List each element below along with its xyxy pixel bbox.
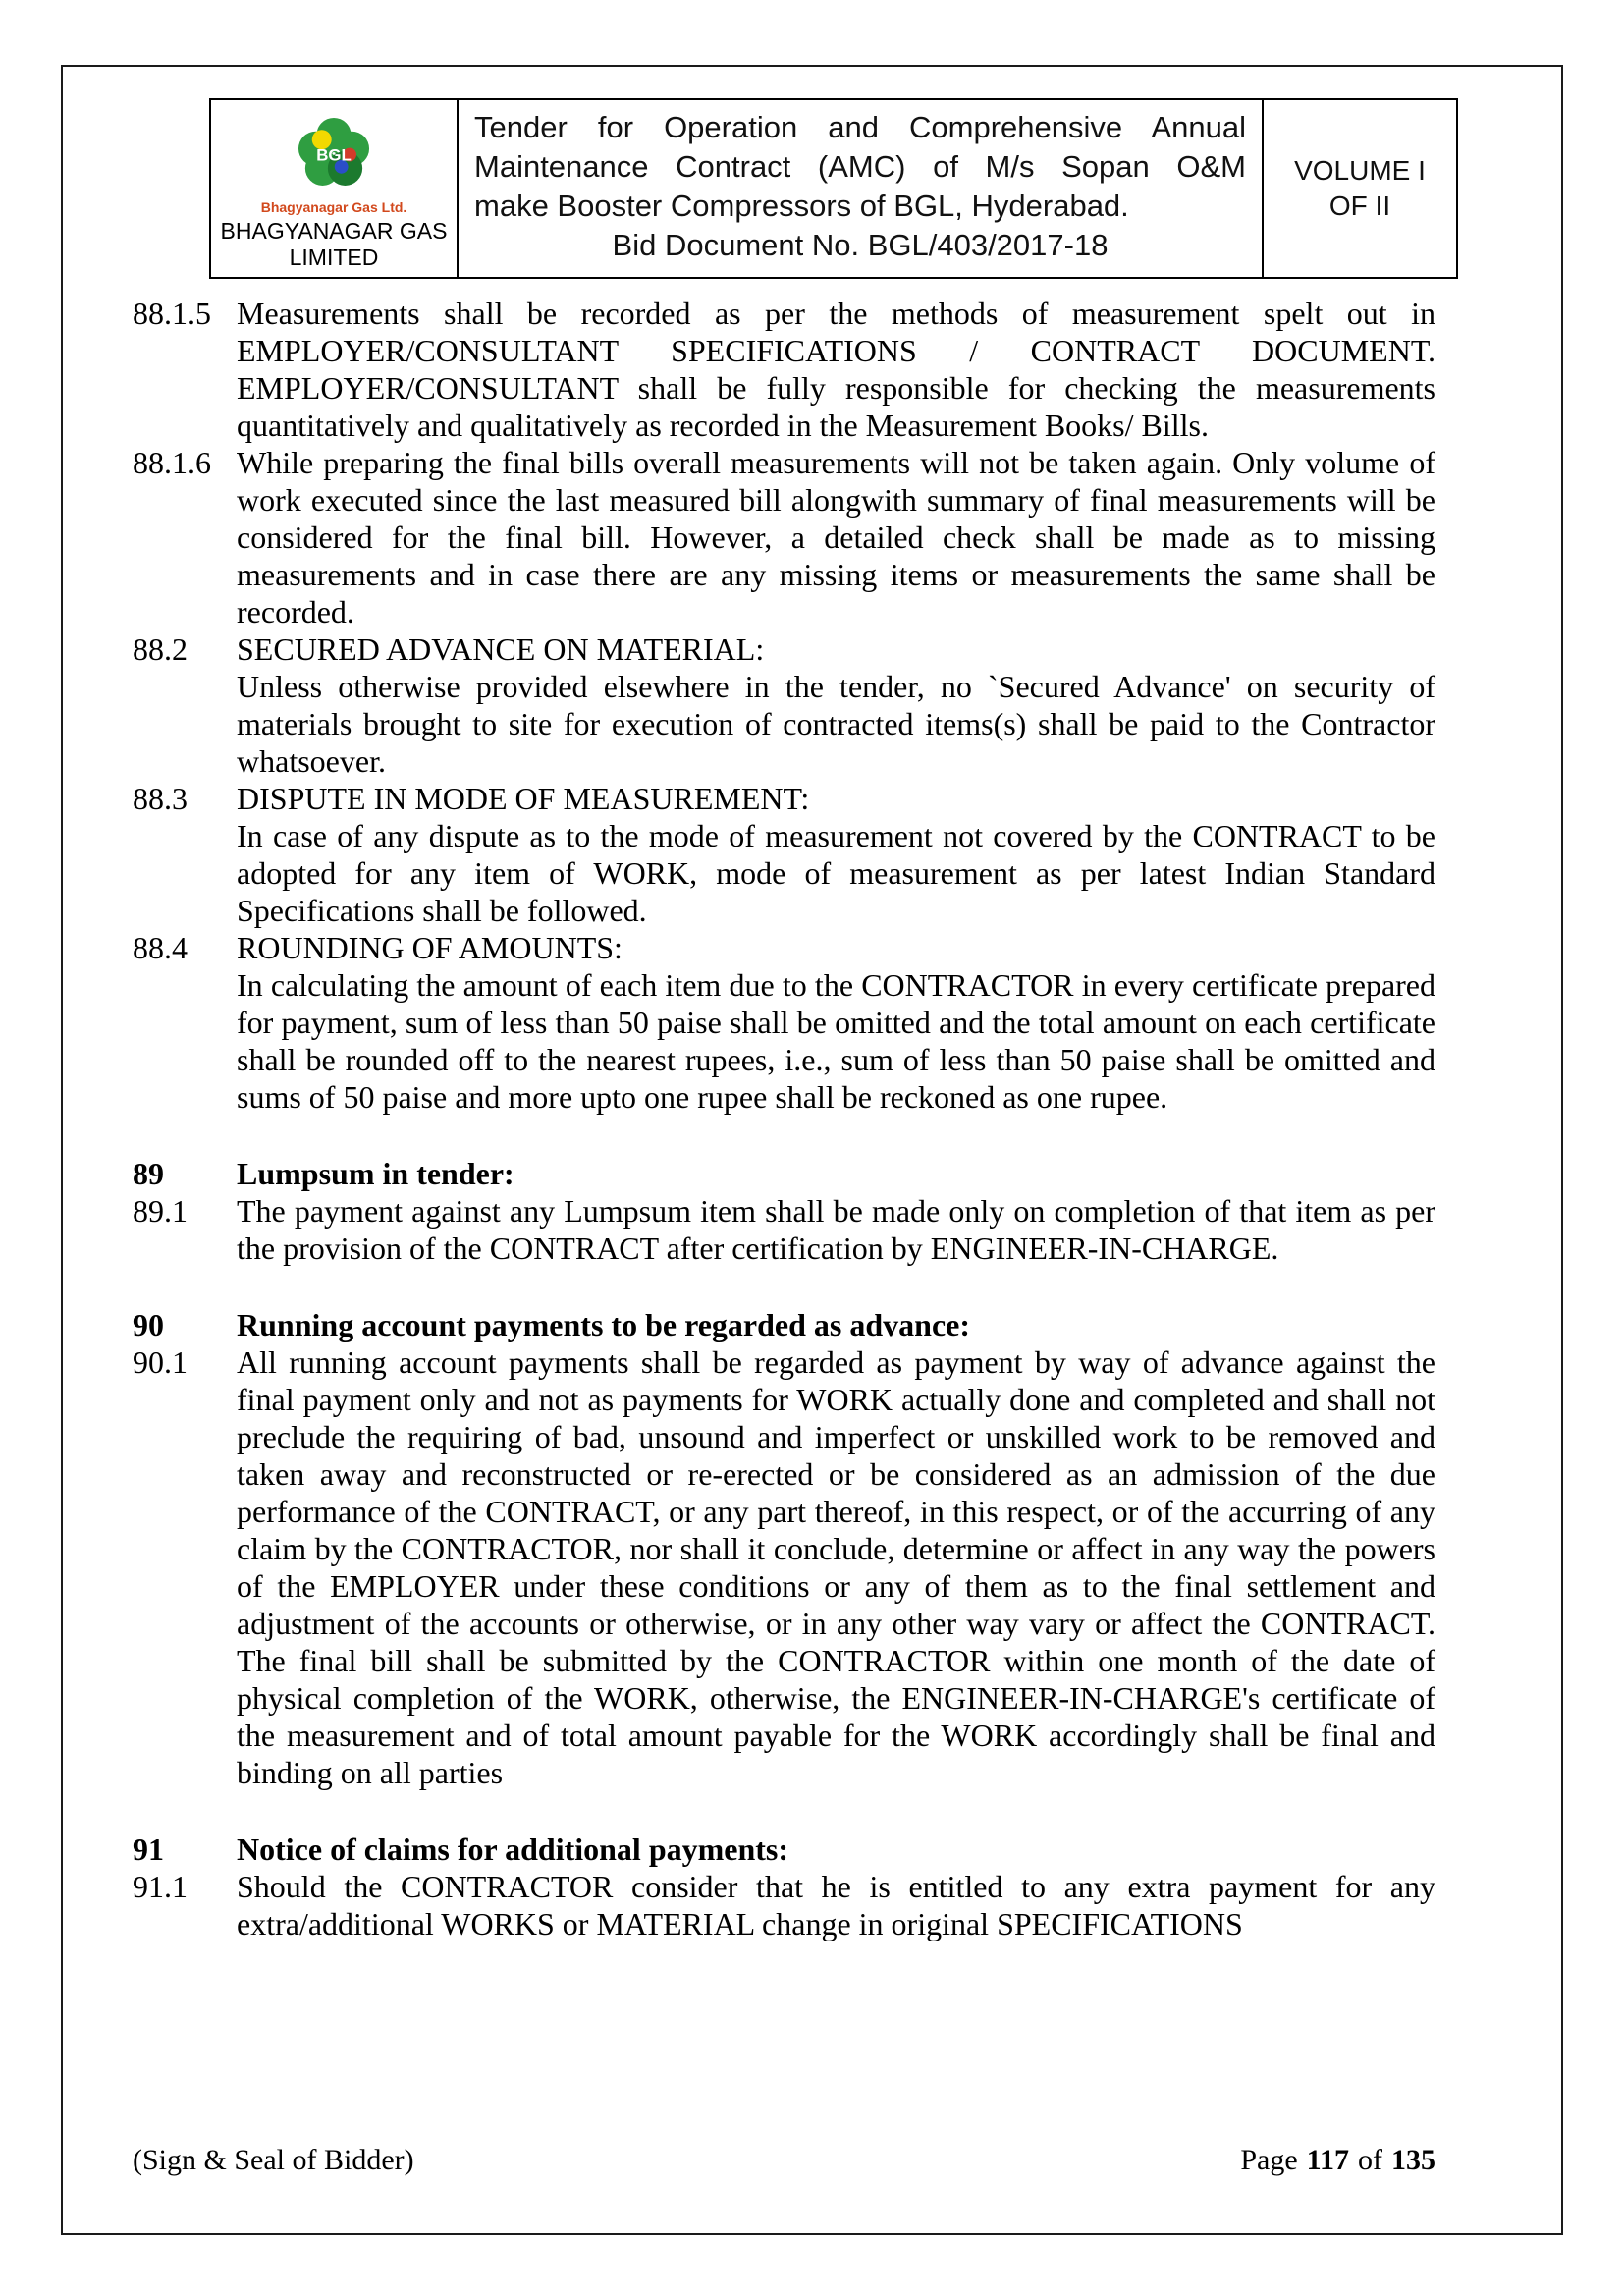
clause-row: [133, 630, 1435, 780]
volume-line1: VOLUME I: [1294, 155, 1426, 186]
tender-title-lines: [459, 100, 1264, 277]
clause-list: [133, 295, 1435, 1942]
document-footer: [133, 2143, 1435, 2178]
clause-body: [237, 295, 1435, 444]
clause-body: [237, 1306, 1435, 1343]
clause-row: [133, 780, 1435, 929]
clause-heading: Running account payments to be regarded as advance:: [237, 1307, 970, 1342]
clause-row: [133, 1343, 1435, 1791]
clause-row: [133, 1831, 1435, 1868]
clause-number: 88.1.5: [133, 296, 211, 331]
page-current: 117: [1306, 2144, 1349, 2176]
logo-cell: [211, 100, 459, 277]
clause-number: 88.1.6: [133, 445, 211, 480]
clause-body: [237, 444, 1435, 630]
clause-spacer: [133, 1267, 1435, 1306]
page-of-label: of: [1358, 2144, 1382, 2176]
clause-number: 91.1: [133, 1869, 188, 1904]
clause-body: [237, 780, 1435, 929]
logo-abbr-text: BGL: [316, 145, 352, 165]
bgl-logo-icon: [289, 108, 379, 198]
clause-row: [133, 929, 1435, 1116]
clause-body: [237, 1831, 1435, 1868]
org-name-line1: BHAGYANAGAR GAS: [220, 218, 448, 244]
clause-text: The payment against any Lumpsum item shall be made only on completion of that item as per the provision of the CONTRACT after certification by ENGINEER-IN-CHARGE.: [237, 1193, 1435, 1266]
volume-line2: OF II: [1328, 191, 1391, 221]
clause-heading: SECURED ADVANCE ON MATERIAL:: [237, 631, 765, 667]
org-name: [221, 218, 448, 271]
clause-heading: Lumpsum in tender:: [237, 1156, 514, 1191]
clause-row: [133, 1306, 1435, 1343]
clause-row: [133, 1868, 1435, 1942]
clause-text: Measurements shall be recorded as per the methods of measurement spelt out in EMPLOYER/CONSULTANT SPECIFICATIONS / CONTRACT DOCUMENT. EMPLOYER/CONSULTANT shall be fully responsible for checking the measurements quantitatively and qualitatively as recorded in the Measurement Books/ Bills.: [237, 296, 1435, 443]
clause-number: 90.1: [133, 1344, 188, 1380]
clause-number: 88.2: [133, 631, 188, 667]
title-line: Bid Document No. BGL/403/2017-18: [612, 228, 1109, 262]
org-name-line2: LIMITED: [289, 245, 379, 270]
clause-text: While preparing the final bills overall measurements will not be taken again. Only volume of work executed since the last measured bill alongwith summary of final measurements will be considered for the final bill. However, a detailed check shall be made as to missing measurements and in case there are any missing items or measurements the same shall be recorded.: [237, 445, 1435, 629]
title-line: Tender for Operation and Comprehensive Annual: [474, 110, 1246, 144]
clause-body: [237, 1343, 1435, 1791]
title-line: Maintenance Contract (AMC) of M/s Sopan O&M: [474, 149, 1246, 184]
clause-body: [237, 1192, 1435, 1267]
clause-row: [133, 444, 1435, 630]
document-header: [209, 98, 1458, 279]
clause-number: 89.1: [133, 1193, 188, 1229]
sign-seal-note: (Sign & Seal of Bidder): [133, 2144, 414, 2176]
clause-body: [237, 1155, 1435, 1192]
page-number: [1240, 2143, 1435, 2178]
clause-number: 91: [133, 1831, 164, 1867]
page-total: 135: [1391, 2144, 1435, 2176]
page-label: Page: [1240, 2144, 1298, 2176]
clause-number: 90: [133, 1307, 164, 1342]
clause-heading: Notice of claims for additional payments:: [237, 1831, 789, 1867]
clause-text: Unless otherwise provided elsewhere in the tender, no `Secured Advance' on security of materials brought to site for execution of contracted items(s) shall be paid to the Contractor whatsoever.: [237, 669, 1435, 779]
clause-body: [237, 929, 1435, 1116]
clause-text: All running account payments shall be regarded as payment by way of advance against the final payment only and not as payments for WORK actually done and completed and shall not preclude the requiring of bad, unsound and imperfect or unskilled work to be removed and taken away and reconstructed or re-erected or be considered as an admission of the due performance of the CONTRACT, or any part thereof, in this respect, or of the accurring of any claim by the CONTRACTOR, nor shall it conclude, determine or affect in any way the powers of the EMPLOYER under these conditions or any of them as to the final settlement and adjustment of the accounts or otherwise, or in any other way vary or affect the CONTRACT. The final bill shall be submitted by the CONTRACTOR within one month of the date of physical completion of the WORK, otherwise, the ENGINEER-IN-CHARGE's certificate of the measurement and of total amount payable for the WORK accordingly shall be final and binding on all parties: [237, 1344, 1435, 1790]
clause-row: [133, 1155, 1435, 1192]
title-line: make Booster Compressors of BGL, Hyderabad.: [474, 189, 1129, 223]
clause-text: In calculating the amount of each item due to the CONTRACTOR in every certificate prepared for payment, sum of less than 50 paise shall be omitted and the total amount on each certificate shall be rounded off to the nearest rupees, i.e., sum of less than 50 paise shall be omitted and sums of 50 paise and more upto one rupee shall be reckoned as one rupee.: [237, 967, 1435, 1115]
clause-spacer: [133, 1116, 1435, 1155]
clause-number: 88.3: [133, 781, 188, 816]
clause-row: [133, 1192, 1435, 1267]
clause-spacer: [133, 1791, 1435, 1831]
clause-row: [133, 295, 1435, 444]
clause-number: 89: [133, 1156, 164, 1191]
clause-heading: ROUNDING OF AMOUNTS:: [237, 930, 623, 965]
logo-tagline: Bhagyanagar Gas Ltd.: [260, 199, 407, 215]
clause-body: [237, 1868, 1435, 1942]
clause-text: In case of any dispute as to the mode of measurement not covered by the CONTRACT to be adopted for any item of WORK, mode of measurement as per latest Indian Standard Specifications shall be followed.: [237, 818, 1435, 928]
volume-cell: [1264, 100, 1456, 277]
clause-text: Should the CONTRACTOR consider that he is entitled to any extra payment for any extra/additional WORKS or MATERIAL change in original SPECIFICATIONS: [237, 1869, 1435, 1941]
clause-body: [237, 630, 1435, 780]
clause-heading: DISPUTE IN MODE OF MEASUREMENT:: [237, 781, 810, 816]
clause-number: 88.4: [133, 930, 188, 965]
